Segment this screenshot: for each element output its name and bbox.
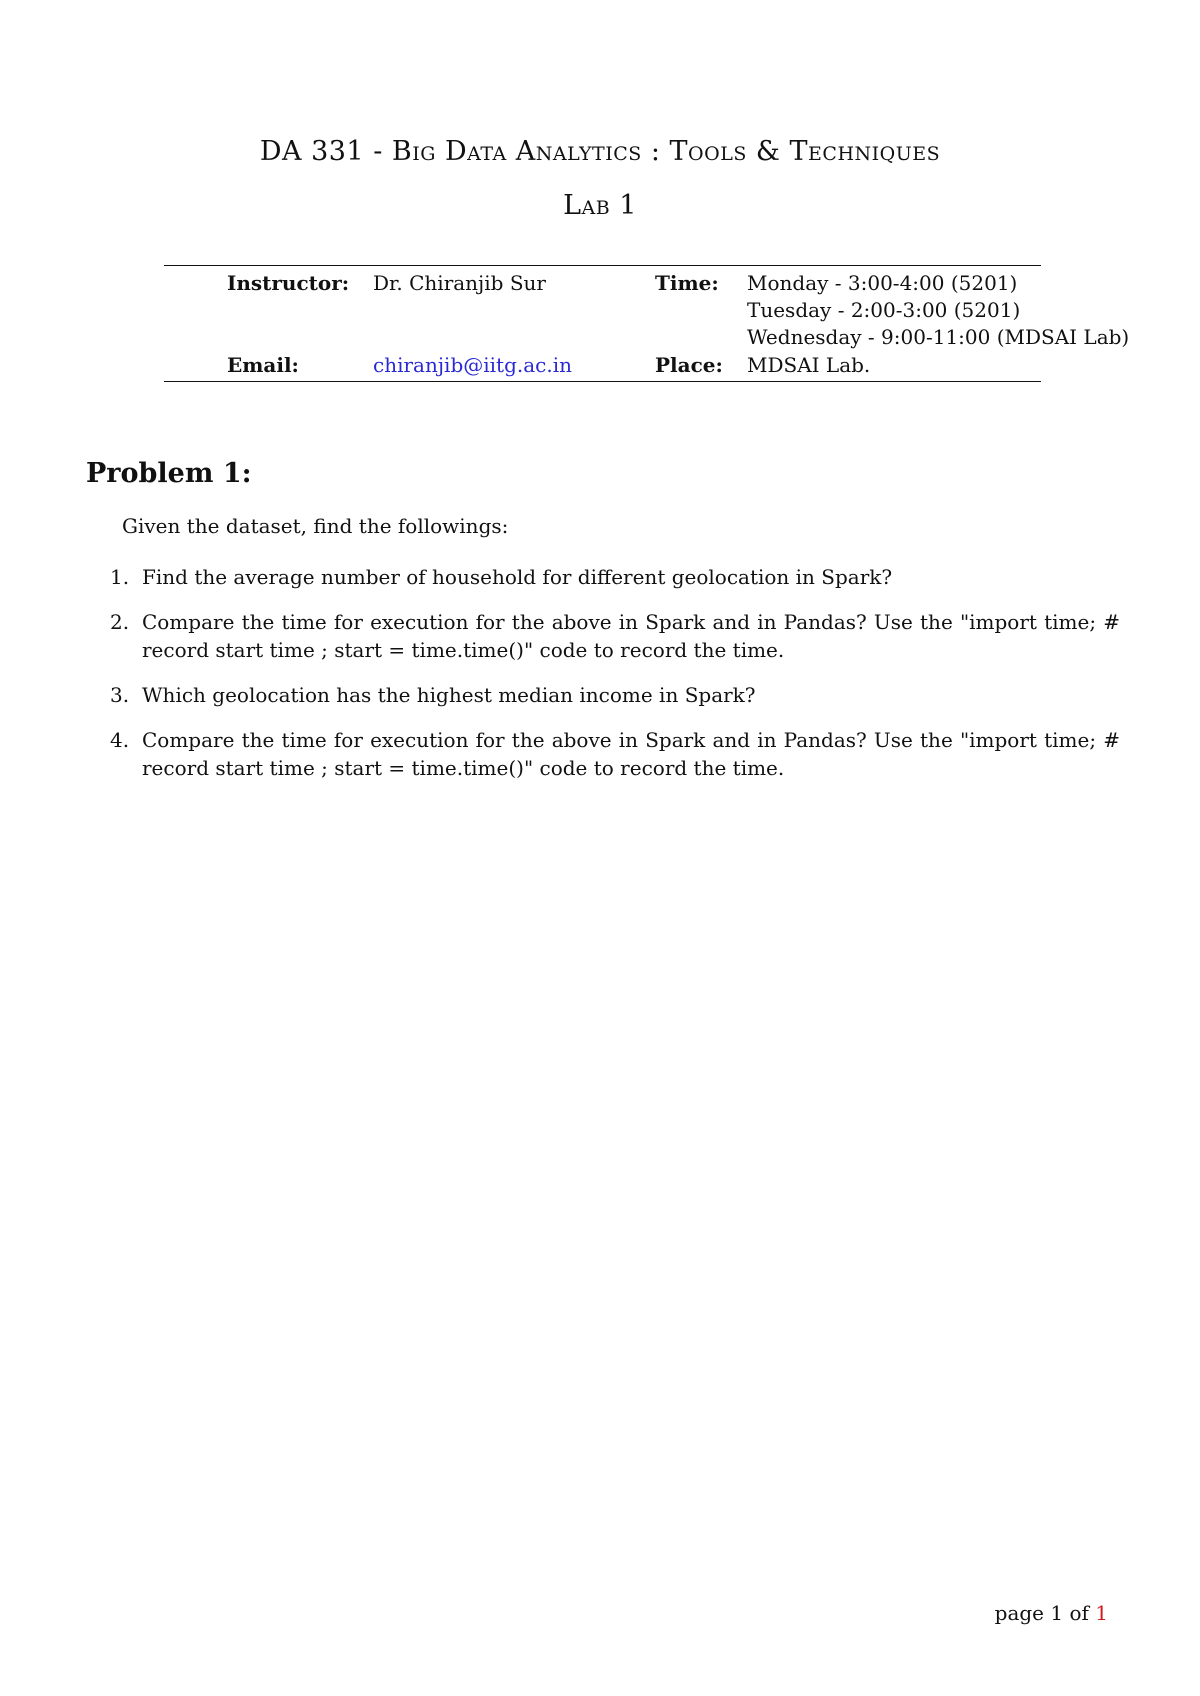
problem-item-number: 1. (110, 565, 130, 589)
problem-list (110, 563, 1120, 799)
place-label: Place: (655, 353, 723, 377)
time-schedule (747, 270, 1129, 351)
place-value: MDSAI Lab. (747, 353, 871, 377)
problem-item (110, 726, 1120, 782)
time-label: Time: (655, 271, 719, 295)
instructor-label: Instructor: (227, 271, 350, 295)
problem-item (110, 563, 1120, 591)
time-line-monday: Monday - 3:00-4:00 (5201) (747, 271, 1018, 295)
problem-heading: Problem 1: (86, 458, 252, 489)
header-rule-top (164, 265, 1041, 266)
problem-item-text: Find the average number of household for different geolocation in Spark? (142, 565, 893, 589)
instructor-name: Dr. Chiranjib Sur (373, 271, 546, 295)
header-rule-bottom (164, 381, 1041, 382)
email-cell (373, 352, 572, 379)
email-label: Email: (227, 353, 299, 377)
time-line-wednesday: Wednesday - 9:00-11:00 (MDSAI Lab) (747, 325, 1130, 349)
page-footer (995, 1601, 1108, 1625)
email-link[interactable]: chiranjib@iitg.ac.in (373, 353, 572, 377)
problem-item (110, 681, 1120, 709)
lab-subtitle: Lab 1 (563, 190, 637, 221)
page-total-link[interactable]: 1 (1095, 1601, 1108, 1625)
time-line-tuesday: Tuesday - 2:00-3:00 (5201) (747, 298, 1021, 322)
problem-item-text: Which geolocation has the highest median income in Spark? (142, 683, 756, 707)
problem-item-number: 2. (110, 610, 130, 634)
problem-item-text: Compare the time for execution for the above in Spark and in Pandas? Use the "import time; # record start time ; start = time.time()" code to record the time. (142, 728, 1120, 780)
problem-item-number: 4. (110, 728, 130, 752)
problem-item-number: 3. (110, 683, 130, 707)
document-title: DA 331 - Big Data Analytics : Tools & Techniques (259, 136, 941, 167)
page-number-label: page 1 of (994, 1601, 1089, 1625)
problem-item-text: Compare the time for execution for the above in Spark and in Pandas? Use the "import time; # record start time ; start = time.time()" code to record the time. (142, 610, 1120, 662)
problem-intro: Given the dataset, find the followings: (122, 514, 509, 538)
problem-item (110, 608, 1120, 664)
